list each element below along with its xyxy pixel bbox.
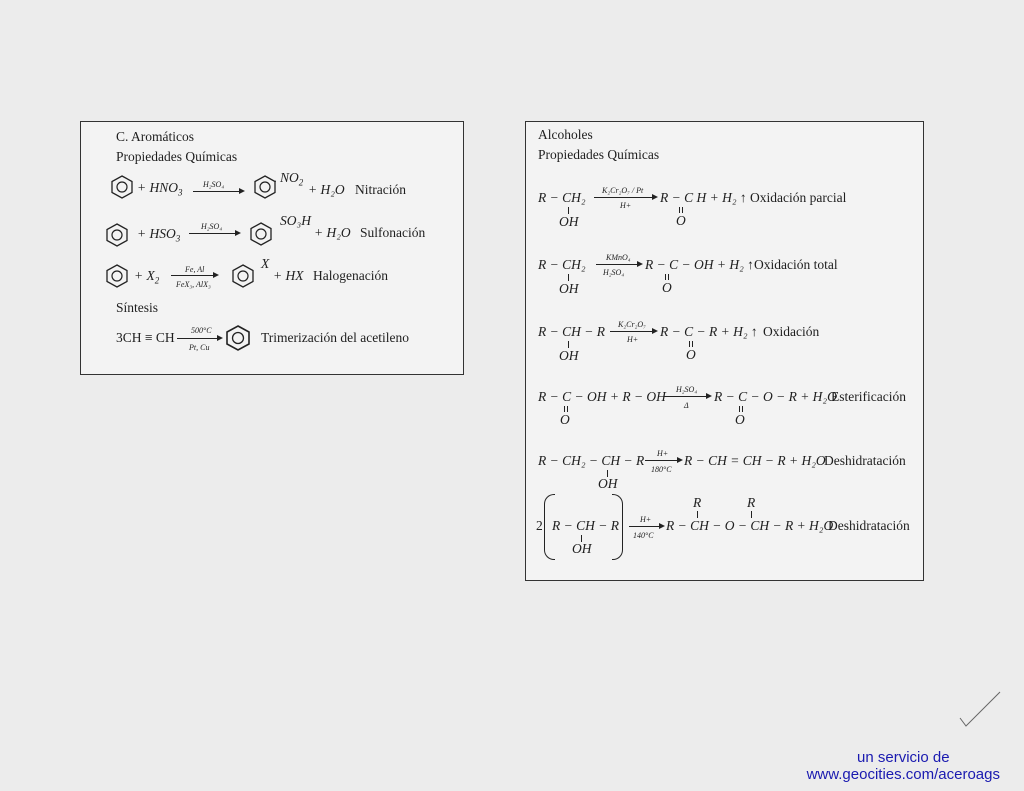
reaction-arrow xyxy=(171,275,217,276)
r5-below: 180°C xyxy=(651,465,672,474)
sulfo-group: SO₃H xyxy=(280,213,311,228)
nitration-reagent: + $HNO_3$ xyxy=(137,180,183,198)
r1-below: H+ xyxy=(620,201,632,210)
bond xyxy=(568,341,569,348)
r2-left-sub: OH xyxy=(559,281,579,296)
check-mark-icon xyxy=(958,690,1002,730)
r2-left: R − CH₂ xyxy=(538,257,586,272)
r4-left: R − C − OH + R − OH xyxy=(538,389,666,404)
r3-right: R − C − R + H₂ ↑ xyxy=(660,324,758,339)
trimerization-cond-top: 500°C xyxy=(191,326,212,335)
trimerization-reactant: 3CH ≡ CH xyxy=(116,330,175,345)
right-paren xyxy=(612,494,623,560)
r5-left-sub: OH xyxy=(598,476,618,491)
r3-name: Oxidación xyxy=(763,324,820,339)
reaction-arrow xyxy=(664,396,710,397)
sulfonation-name: Sulfonación xyxy=(360,225,426,240)
r5-left: R − CH₂ − CH − R xyxy=(538,453,645,468)
r3-right-sub: O xyxy=(686,347,696,362)
benzene-ring-icon xyxy=(111,175,133,199)
sulfonation-byproduct: + H₂O xyxy=(314,225,351,240)
halogenation-byproduct: + HX xyxy=(273,268,304,283)
r4-below: Δ xyxy=(684,401,689,410)
r2-name: Oxidación total xyxy=(754,257,838,272)
r5-above: H+ xyxy=(657,449,669,458)
reaction-arrow xyxy=(177,338,221,339)
r2-right-sub: O xyxy=(662,280,672,295)
halogen-group: X xyxy=(261,256,270,271)
r4-right: R − C − O − R + H₂O xyxy=(714,389,837,404)
r6-coef: 2 xyxy=(536,518,543,533)
r3-left: R − CH − R xyxy=(538,324,605,339)
reaction-arrow xyxy=(594,197,656,198)
aromatics-panel xyxy=(80,121,464,375)
alcohols-panel xyxy=(525,121,924,581)
nitrobenzene-ring-icon xyxy=(254,175,276,199)
benzenesulfonic-ring-icon xyxy=(250,222,272,246)
r6-left: R − CH − R xyxy=(552,518,619,533)
r1-name: Oxidación parcial xyxy=(750,190,847,205)
synthesis-heading: Síntesis xyxy=(116,300,159,315)
r1-right: R − C H + H₂ ↑ xyxy=(660,190,747,205)
reaction-arrow xyxy=(629,526,663,527)
sulfonation-reagent: + $HSO_3$ xyxy=(137,226,181,244)
r6-left-sub: OH xyxy=(572,541,592,556)
halobenzene-ring-icon xyxy=(232,264,254,288)
r4-name: Esterificación xyxy=(831,389,906,404)
halogenation-catalyst-bottom: FeX₃, AlX₃ xyxy=(176,280,211,289)
r5-name: Deshidratación xyxy=(824,453,906,468)
r4-above: H₂SO₄ xyxy=(676,385,698,394)
nitro-group: $NO_2$ xyxy=(280,170,304,188)
r6-above: H+ xyxy=(640,515,652,524)
r6-below: 140°C xyxy=(633,531,654,540)
nitration-byproduct: + H₂O xyxy=(308,182,345,197)
trimerization-name: Trimerización del acetileno xyxy=(261,330,409,345)
r2-right: R − C − OH + H₂ ↑ xyxy=(645,257,754,272)
alcohols-heading: Alcoholes xyxy=(538,127,593,142)
nitration-name: Nitración xyxy=(355,182,406,197)
bond xyxy=(568,274,569,281)
footer-credit xyxy=(807,749,1000,783)
footer-line1: un servicio de xyxy=(857,749,950,766)
benzene-ring-icon xyxy=(226,325,250,351)
r4-left-sub: O xyxy=(560,412,570,427)
halogenation-reagent: + $X_2$ xyxy=(134,268,160,286)
reaction-arrow xyxy=(596,264,641,265)
halogenation-catalyst-top: Fe, Al xyxy=(185,265,205,274)
r6-top-r2: R xyxy=(747,495,756,510)
reaction-arrow xyxy=(189,233,239,234)
r5-right: R − CH = CH − R + H₂O xyxy=(684,453,826,468)
sulfonation-catalyst: H₂SO₄ xyxy=(201,222,223,231)
bond xyxy=(568,207,569,214)
aromatics-subheading: Propiedades Químicas xyxy=(116,149,238,164)
r1-left-sub: OH xyxy=(559,214,579,229)
halogenation-name: Halogenación xyxy=(313,268,388,283)
r4-right-sub: O xyxy=(735,412,745,427)
reaction-arrow xyxy=(610,331,656,332)
benzene-ring-icon xyxy=(106,264,128,288)
r6-top-r1: R xyxy=(693,495,702,510)
r2-above: KMnO₄ xyxy=(606,253,631,262)
reaction-arrow xyxy=(645,460,681,461)
r1-left: R − CH₂ xyxy=(538,190,586,205)
r3-left-sub: OH xyxy=(559,348,579,363)
footer-link[interactable]: www.geocities.com/aceroags xyxy=(806,766,1000,783)
r2-below: H₂SO₄ xyxy=(603,268,625,277)
r1-above: K₂Cr₂O₇ / Pt xyxy=(602,186,644,195)
r3-below: H+ xyxy=(627,335,639,344)
r6-name: Deshidratación xyxy=(828,518,910,533)
bond xyxy=(697,511,698,518)
r1-right-sub: O xyxy=(676,213,686,228)
reaction-arrow xyxy=(193,191,243,192)
nitration-catalyst: H₂SO₄ xyxy=(203,180,225,189)
aromatics-heading: C. Aromáticos xyxy=(116,129,194,144)
r3-above: K₂Cr₂O₇ xyxy=(618,320,646,329)
r6-right: R − CH − O − CH − R + H₂O xyxy=(666,518,834,533)
alcohols-subheading: Propiedades Químicas xyxy=(538,147,660,162)
benzene-ring-icon xyxy=(106,223,128,247)
bond xyxy=(751,511,752,518)
trimerization-cond-bottom: Pt, Cu xyxy=(189,343,210,352)
